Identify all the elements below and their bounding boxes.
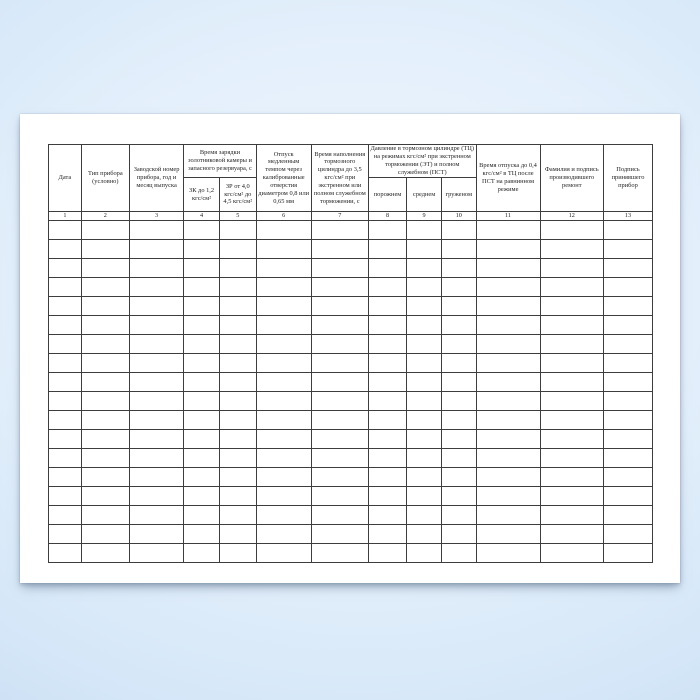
empty-cell	[407, 468, 442, 487]
empty-cell	[540, 259, 603, 278]
empty-cell	[184, 468, 220, 487]
empty-cell	[540, 411, 603, 430]
table-row	[49, 449, 653, 468]
empty-cell	[476, 373, 540, 392]
table-row	[49, 297, 653, 316]
empty-cell	[129, 506, 183, 525]
empty-cell	[369, 373, 407, 392]
header-row-top	[49, 145, 653, 178]
empty-cell	[603, 316, 652, 335]
empty-cell	[369, 316, 407, 335]
empty-cell	[540, 430, 603, 449]
empty-cell	[476, 259, 540, 278]
empty-cell	[219, 335, 256, 354]
empty-cell	[369, 278, 407, 297]
empty-cell	[184, 392, 220, 411]
empty-cell	[311, 468, 368, 487]
empty-cell	[49, 240, 82, 259]
header-device-type: Тип прибора (условно)	[81, 145, 129, 212]
empty-cell	[184, 506, 220, 525]
empty-cell	[311, 278, 368, 297]
column-number: 13	[603, 212, 652, 221]
empty-cell	[49, 430, 82, 449]
empty-cell	[49, 297, 82, 316]
empty-cell	[442, 240, 476, 259]
empty-cell	[256, 544, 311, 563]
empty-cell	[476, 335, 540, 354]
empty-cell	[81, 468, 129, 487]
empty-cell	[49, 449, 82, 468]
empty-cell	[256, 392, 311, 411]
empty-cell	[256, 525, 311, 544]
empty-cell	[407, 373, 442, 392]
empty-cell	[49, 354, 82, 373]
table-row	[49, 373, 653, 392]
empty-cell	[311, 411, 368, 430]
empty-cell	[256, 468, 311, 487]
empty-cell	[476, 506, 540, 525]
empty-cell	[540, 335, 603, 354]
empty-cell	[219, 430, 256, 449]
empty-cell	[129, 411, 183, 430]
header-charging-time-group: Время зарядки золотниковой камеры и запасного резервуара, с	[184, 145, 256, 178]
column-number: 2	[81, 212, 129, 221]
empty-cell	[311, 449, 368, 468]
empty-cell	[129, 525, 183, 544]
empty-cell	[476, 411, 540, 430]
empty-cell	[407, 544, 442, 563]
empty-cell	[184, 259, 220, 278]
empty-cell	[81, 449, 129, 468]
empty-cell	[184, 430, 220, 449]
empty-cell	[603, 278, 652, 297]
empty-cell	[407, 354, 442, 373]
empty-cell	[256, 240, 311, 259]
empty-cell	[476, 449, 540, 468]
empty-cell	[369, 544, 407, 563]
empty-cell	[184, 449, 220, 468]
empty-cell	[540, 506, 603, 525]
column-number: 11	[476, 212, 540, 221]
empty-cell	[219, 449, 256, 468]
column-number: 6	[256, 212, 311, 221]
empty-cell	[311, 506, 368, 525]
repair-log-table	[48, 144, 653, 563]
empty-cell	[129, 468, 183, 487]
empty-cell	[442, 335, 476, 354]
empty-cell	[81, 525, 129, 544]
empty-cell	[603, 259, 652, 278]
empty-cell	[476, 468, 540, 487]
empty-cell	[256, 411, 311, 430]
empty-cell	[81, 506, 129, 525]
empty-cell	[49, 411, 82, 430]
empty-cell	[407, 278, 442, 297]
empty-cell	[369, 392, 407, 411]
empty-cell	[49, 316, 82, 335]
column-number: 3	[129, 212, 183, 221]
empty-cell	[129, 430, 183, 449]
table-row	[49, 506, 653, 525]
empty-cell	[603, 392, 652, 411]
empty-cell	[49, 544, 82, 563]
table-row	[49, 392, 653, 411]
empty-cell	[81, 373, 129, 392]
empty-cell	[311, 487, 368, 506]
header-mode-medium: среднем	[407, 178, 442, 212]
empty-cell	[442, 506, 476, 525]
empty-cell	[49, 278, 82, 297]
empty-cell	[476, 316, 540, 335]
empty-cell	[81, 240, 129, 259]
empty-cell	[311, 316, 368, 335]
empty-cell	[129, 373, 183, 392]
empty-cell	[81, 430, 129, 449]
empty-cell	[540, 392, 603, 411]
table-row	[49, 278, 653, 297]
header-mode-empty: порожнем	[369, 178, 407, 212]
empty-cell	[49, 487, 82, 506]
empty-cell	[256, 373, 311, 392]
empty-cell	[219, 297, 256, 316]
empty-cell	[369, 259, 407, 278]
empty-cell	[603, 544, 652, 563]
empty-cell	[540, 297, 603, 316]
empty-cell	[219, 544, 256, 563]
empty-cell	[407, 411, 442, 430]
empty-cell	[407, 316, 442, 335]
header-repairer-signature: Фамилия и подпись производившего ремонт	[540, 145, 603, 212]
empty-cell	[407, 487, 442, 506]
empty-cell	[442, 487, 476, 506]
empty-cell	[219, 392, 256, 411]
empty-cell	[540, 544, 603, 563]
empty-cell	[219, 411, 256, 430]
empty-cell	[49, 525, 82, 544]
table-row	[49, 411, 653, 430]
empty-cell	[442, 373, 476, 392]
empty-cell	[184, 335, 220, 354]
empty-cell	[311, 525, 368, 544]
empty-cell	[184, 316, 220, 335]
empty-cell	[540, 525, 603, 544]
empty-cell	[81, 259, 129, 278]
empty-cell	[129, 487, 183, 506]
empty-cell	[407, 506, 442, 525]
table-row	[49, 354, 653, 373]
empty-cell	[442, 430, 476, 449]
empty-cell	[256, 297, 311, 316]
empty-cell	[540, 373, 603, 392]
empty-cell	[603, 449, 652, 468]
empty-cell	[256, 335, 311, 354]
empty-cell	[256, 259, 311, 278]
empty-cell	[219, 373, 256, 392]
empty-cell	[603, 373, 652, 392]
empty-rows	[49, 221, 653, 563]
empty-cell	[407, 430, 442, 449]
column-number: 1	[49, 212, 82, 221]
empty-cell	[49, 468, 82, 487]
empty-cell	[603, 297, 652, 316]
empty-cell	[407, 392, 442, 411]
empty-cell	[129, 544, 183, 563]
document-sheet	[20, 114, 680, 583]
column-numbers-row	[49, 212, 653, 221]
empty-cell	[540, 240, 603, 259]
empty-cell	[603, 525, 652, 544]
empty-cell	[311, 240, 368, 259]
empty-cell	[184, 411, 220, 430]
empty-cell	[603, 430, 652, 449]
empty-cell	[311, 335, 368, 354]
header-release-time: Время отпуска до 0,4 кгс/см² в ТЦ после ПСТ на равнинном режиме	[476, 145, 540, 212]
empty-cell	[256, 430, 311, 449]
empty-cell	[311, 392, 368, 411]
empty-cell	[256, 221, 311, 240]
empty-cell	[129, 449, 183, 468]
empty-cell	[256, 449, 311, 468]
empty-cell	[81, 221, 129, 240]
empty-cell	[311, 430, 368, 449]
header-mode-loaded: груженом	[442, 178, 476, 212]
table-row	[49, 240, 653, 259]
empty-cell	[81, 297, 129, 316]
column-number: 5	[219, 212, 256, 221]
empty-cell	[184, 544, 220, 563]
header-zr-subcolumn: ЗР от 4,0 кгс/см² до 4,5 кгс/см²	[219, 178, 256, 212]
empty-cell	[311, 297, 368, 316]
empty-cell	[49, 373, 82, 392]
empty-cell	[476, 240, 540, 259]
empty-cell	[219, 354, 256, 373]
column-number: 8	[369, 212, 407, 221]
header-date: Дата	[49, 145, 82, 212]
empty-cell	[369, 297, 407, 316]
empty-cell	[442, 259, 476, 278]
empty-cell	[184, 221, 220, 240]
empty-cell	[81, 544, 129, 563]
empty-cell	[476, 487, 540, 506]
empty-cell	[442, 544, 476, 563]
column-number: 9	[407, 212, 442, 221]
empty-cell	[184, 297, 220, 316]
empty-cell	[603, 354, 652, 373]
empty-cell	[442, 297, 476, 316]
table-row	[49, 335, 653, 354]
empty-cell	[603, 411, 652, 430]
empty-cell	[540, 221, 603, 240]
empty-cell	[476, 221, 540, 240]
empty-cell	[81, 335, 129, 354]
empty-cell	[603, 335, 652, 354]
empty-cell	[369, 487, 407, 506]
empty-cell	[369, 525, 407, 544]
empty-cell	[476, 544, 540, 563]
empty-cell	[369, 506, 407, 525]
empty-cell	[219, 278, 256, 297]
empty-cell	[603, 487, 652, 506]
empty-cell	[256, 487, 311, 506]
empty-cell	[442, 316, 476, 335]
empty-cell	[81, 316, 129, 335]
table-row	[49, 430, 653, 449]
empty-cell	[256, 506, 311, 525]
empty-cell	[49, 335, 82, 354]
empty-cell	[256, 354, 311, 373]
empty-cell	[476, 278, 540, 297]
empty-cell	[540, 316, 603, 335]
empty-cell	[184, 373, 220, 392]
empty-cell	[219, 221, 256, 240]
empty-cell	[129, 297, 183, 316]
empty-cell	[603, 468, 652, 487]
empty-cell	[407, 335, 442, 354]
column-number: 4	[184, 212, 220, 221]
empty-cell	[369, 449, 407, 468]
empty-cell	[49, 259, 82, 278]
empty-cell	[369, 221, 407, 240]
empty-cell	[184, 487, 220, 506]
header-zk-subcolumn: ЗК до 1,2 кгс/см²	[184, 178, 220, 212]
column-number: 12	[540, 212, 603, 221]
table-row	[49, 487, 653, 506]
empty-cell	[256, 278, 311, 297]
empty-cell	[369, 335, 407, 354]
table-row	[49, 316, 653, 335]
empty-cell	[311, 373, 368, 392]
empty-cell	[81, 392, 129, 411]
empty-cell	[219, 525, 256, 544]
empty-cell	[442, 525, 476, 544]
empty-cell	[442, 392, 476, 411]
empty-cell	[540, 449, 603, 468]
empty-cell	[407, 449, 442, 468]
empty-cell	[407, 525, 442, 544]
empty-cell	[219, 487, 256, 506]
empty-cell	[311, 221, 368, 240]
empty-cell	[476, 354, 540, 373]
empty-cell	[476, 297, 540, 316]
empty-cell	[129, 221, 183, 240]
empty-cell	[442, 278, 476, 297]
header-slow-release: Отпуск медленным темпом через калиброванные отверстия диаметром 0,8 или 0,65 мм	[256, 145, 311, 212]
empty-cell	[540, 278, 603, 297]
empty-cell	[129, 316, 183, 335]
empty-cell	[603, 506, 652, 525]
empty-cell	[129, 259, 183, 278]
empty-cell	[49, 392, 82, 411]
empty-cell	[603, 240, 652, 259]
empty-cell	[219, 506, 256, 525]
empty-cell	[369, 411, 407, 430]
empty-cell	[184, 240, 220, 259]
empty-cell	[129, 278, 183, 297]
empty-cell	[311, 259, 368, 278]
empty-cell	[219, 316, 256, 335]
empty-cell	[49, 221, 82, 240]
table-row	[49, 259, 653, 278]
empty-cell	[81, 411, 129, 430]
empty-cell	[540, 487, 603, 506]
empty-cell	[407, 297, 442, 316]
header-factory-number: Заводской номер прибора, год и месяц выпуска	[129, 145, 183, 212]
empty-cell	[311, 354, 368, 373]
table-row	[49, 221, 653, 240]
empty-cell	[540, 354, 603, 373]
column-number: 7	[311, 212, 368, 221]
column-number: 10	[442, 212, 476, 221]
empty-cell	[184, 278, 220, 297]
empty-cell	[476, 525, 540, 544]
empty-cell	[219, 259, 256, 278]
empty-cell	[184, 354, 220, 373]
table-row	[49, 525, 653, 544]
empty-cell	[442, 221, 476, 240]
header-cylinder-pressure-group: Давление в тормозном цилиндре (ТЦ) на режимах кгс/см² при экстренном торможении (ЭТ) и полном служебном (ПСТ)	[369, 145, 477, 178]
empty-cell	[442, 468, 476, 487]
empty-cell	[442, 411, 476, 430]
empty-cell	[129, 354, 183, 373]
table-row	[49, 468, 653, 487]
empty-cell	[219, 240, 256, 259]
empty-cell	[540, 468, 603, 487]
empty-cell	[369, 240, 407, 259]
empty-cell	[442, 354, 476, 373]
header-acceptor-signature: Подпись принявшего прибор	[603, 145, 652, 212]
header-cylinder-fill-time: Время наполнения тормозного цилиндра до 3,5 кгс/см² при экстренном или полном служебном торможении, с	[311, 145, 368, 212]
empty-cell	[476, 430, 540, 449]
empty-cell	[369, 430, 407, 449]
empty-cell	[369, 468, 407, 487]
empty-cell	[219, 468, 256, 487]
empty-cell	[407, 259, 442, 278]
empty-cell	[81, 487, 129, 506]
empty-cell	[81, 278, 129, 297]
empty-cell	[369, 354, 407, 373]
empty-cell	[311, 544, 368, 563]
empty-cell	[184, 525, 220, 544]
empty-cell	[407, 221, 442, 240]
empty-cell	[129, 335, 183, 354]
empty-cell	[49, 506, 82, 525]
empty-cell	[442, 449, 476, 468]
empty-cell	[603, 221, 652, 240]
empty-cell	[407, 240, 442, 259]
empty-cell	[81, 354, 129, 373]
empty-cell	[129, 240, 183, 259]
empty-cell	[476, 392, 540, 411]
table-row	[49, 544, 653, 563]
empty-cell	[256, 316, 311, 335]
empty-cell	[129, 392, 183, 411]
